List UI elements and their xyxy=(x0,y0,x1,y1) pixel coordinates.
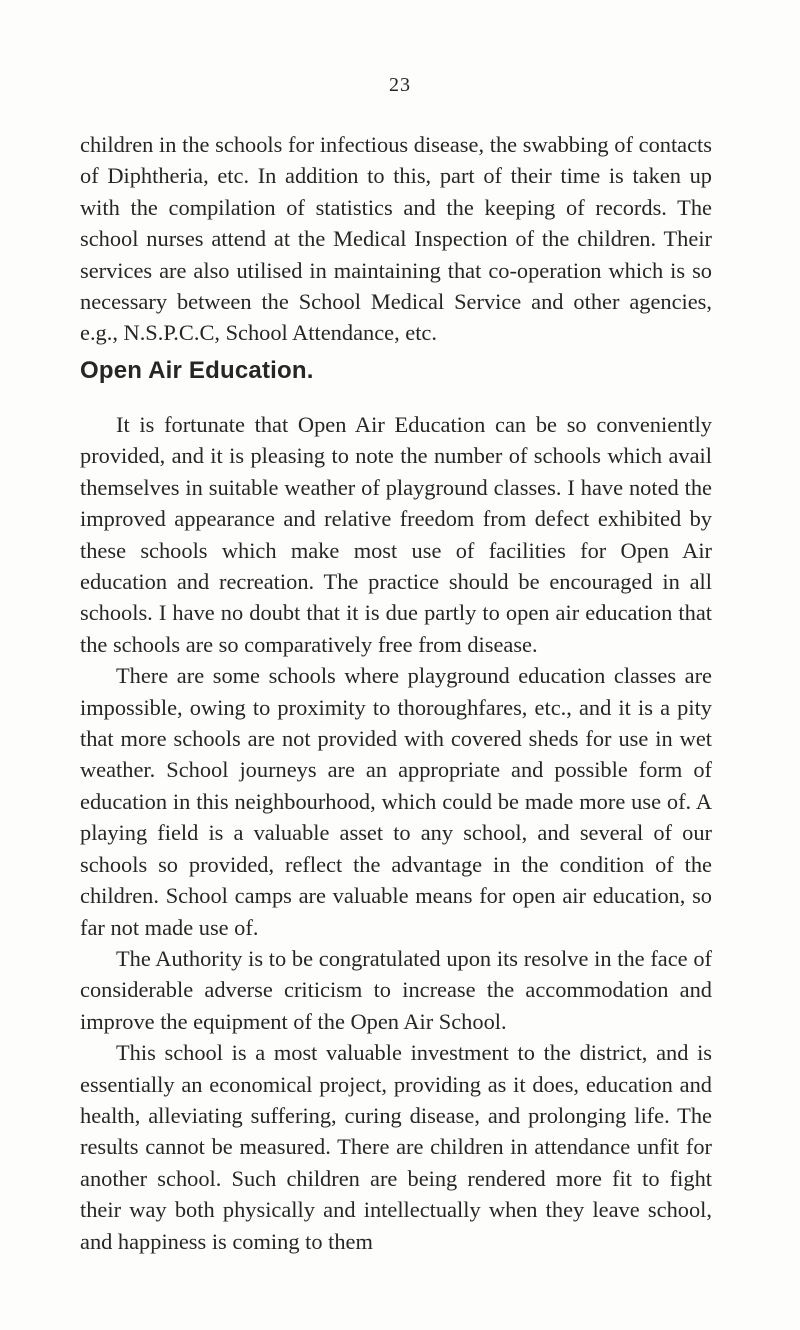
paragraph-playground-classes: There are some schools where playground education classes are impossible, owing to proximity to thoroughfares, etc., and it is a pity that more schools are not provided with covered sheds for use in wet weather. School journeys are an appropriate and possible form of education in this neighbourhood, which could be made more use of. A playing field is a valuable asset to any school, and several of our schools so provided, reflect the advantage in the condition of the children. School camps are valuable means for open air education, so far not made use of. xyxy=(80,663,712,940)
paragraph-authority: The Authority is to be congratulated upon its resolve in the face of considerable adverse criticism to increase the accommodation and improve the equipment of the Open Air School. xyxy=(80,945,712,1034)
intro-paragraph: children in the schools for infectious disease, the swabbing of contacts of Diphtheria, etc. In addition to this, part of their time is taken up with the compilation of statistics and the keeping of records. The school nurses attend at the Medical Inspection of the children. Their services are also utilised in maintaining that co-operation which is so necessary between the School Medical Service and other agencies, e.g., N.S.P.C.C, School Attendance, etc. xyxy=(80,132,712,346)
section-body xyxy=(80,409,712,1257)
section-heading: Open Air Education. xyxy=(80,357,314,384)
paragraph-open-air-intro: It is fortunate that Open Air Education can be so conveniently provided, and it is pleasing to note the number of schools which avail themselves in suitable weather of playground classes. I have noted the improved appearance and relative freedom from defect exhibited by these schools which make most use of facilities for Open Air education and recreation. The practice should be encouraged in all schools. I have no doubt that it is due partly to open air education that the schools are so comparatively free from disease. xyxy=(80,412,712,657)
page-number: 23 xyxy=(389,74,411,96)
paragraph-school-investment: This school is a most valuable investment to the district, and is essentially an economical project, providing as it does, education and health, alleviating suffering, curing disease, and prolonging life. The results cannot be measured. There are children in attendance unfit for another school. Such children are being rendered more fit to fight their way both physically and intellectually when they leave school, and happiness is coming to them xyxy=(80,1040,712,1254)
intro-text-block xyxy=(80,129,712,349)
